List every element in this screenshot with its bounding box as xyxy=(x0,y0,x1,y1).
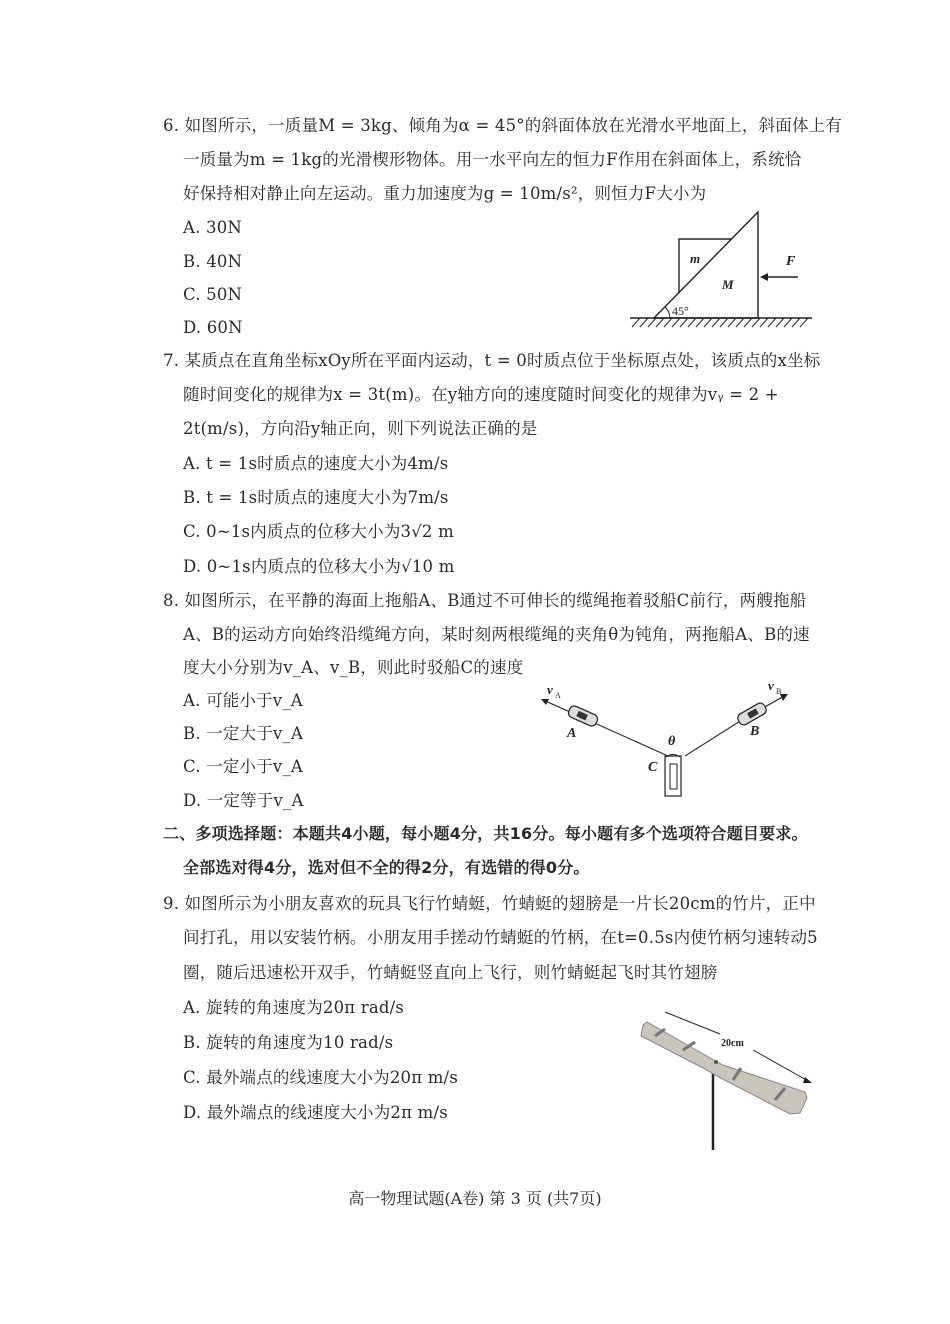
vb-label: v xyxy=(768,678,774,693)
question-text: 2t(m/s)，方向沿y轴正向，则下列说法正确的是 xyxy=(183,419,538,438)
question-text: 随时间变化的规律为x = 3t(m)。在y轴方向的速度随时间变化的规律为vᵧ = 2 + xyxy=(183,385,779,404)
question-text: 度大小分别为v_A、v_B，则此时驳船C的速度 xyxy=(183,658,524,677)
c-label: C xyxy=(648,760,658,775)
question-text: 一质量为m = 1kg的光滑楔形物体。用一水平向左的恒力F作用在斜面体上，系统恰 xyxy=(183,150,802,169)
bamboo-dragonfly-figure xyxy=(625,1010,840,1155)
option-a: A. t = 1s时质点的速度大小为4m/s xyxy=(183,454,449,473)
question-text: 6. 如图所示，一质量M = 3kg、倾角为α = 45°的斜面体放在光滑水平地面上，斜面体上有 xyxy=(163,116,843,135)
F-label: F xyxy=(786,254,796,269)
question-text: 9. 如图所示为小朋友喜欢的玩具飞行竹蜻蜓，竹蜻蜓的翅膀是一片长20cm的竹片，正中 xyxy=(163,894,816,913)
option-a: A. 可能小于v_A xyxy=(183,691,303,710)
va-label: v xyxy=(547,682,553,697)
vb-subscript: B xyxy=(776,687,782,696)
page-footer: 高一物理试题(A卷) 第 3 页 (共7页) xyxy=(348,1189,602,1208)
tugboat-a-icon xyxy=(567,704,599,727)
option-b: B. 40N xyxy=(183,252,243,271)
question-text: 好保持相对静止向左运动。重力加速度为g = 10m/s²，则恒力F大小为 xyxy=(183,184,707,203)
question-text: 8. 如图所示，在平静的海面上拖船A、B通过不可伸长的缆绳拖着驳船C前行，两艘拖船 xyxy=(163,591,807,610)
option-b: B. 一定大于v_A xyxy=(183,724,304,743)
M-label: M xyxy=(722,277,734,292)
angle-label: 45° xyxy=(672,304,689,318)
b-label: B xyxy=(750,724,760,739)
section-instructions: 全部选对得4分，选对但不全的得2分，有选错的得0分。 xyxy=(183,858,590,877)
option-d: D. 一定等于v_A xyxy=(183,791,304,810)
option-c: C. 一定小于v_A xyxy=(183,757,304,776)
option-b: B. t = 1s时质点的速度大小为7m/s xyxy=(183,488,449,507)
theta-label: θ xyxy=(668,734,676,749)
tugboat-b-icon xyxy=(736,701,768,726)
option-c: C. 最外端点的线速度大小为20π m/s xyxy=(183,1068,458,1087)
question-text: 圈，随后迅速松开双手，竹蜻蜓竖直向上飞行，则竹蜻蜓起飞时其竹翅膀 xyxy=(183,963,718,982)
option-b: B. 旋转的角速度为10 rad/s xyxy=(183,1033,394,1052)
question-text: A、B的运动方向始终沿缆绳方向，某时刻两根缆绳的夹角θ为钝角，两拖船A、B的速 xyxy=(183,625,810,644)
option-d: D. 0~1s内质点的位移大小为√10 m xyxy=(183,557,455,576)
va-subscript: A xyxy=(555,691,561,700)
barge-c-icon xyxy=(665,756,681,796)
incline-figure xyxy=(620,205,820,335)
question-text: 间打孔，用以安装竹柄。小朋友用手搓动竹蜻蜓的竹柄，在t=0.5s内使竹柄匀速转动5 xyxy=(183,928,818,947)
section-title: 二、多项选择题：本题共4小题，每小题4分，共16分。每小题有多个选项符合题目要求。 xyxy=(163,824,808,843)
option-a: A. 旋转的角速度为20π rad/s xyxy=(183,998,405,1017)
option-c: C. 0~1s内质点的位移大小为3√2 m xyxy=(183,522,454,541)
option-a: A. 30N xyxy=(183,218,243,237)
a-label: A xyxy=(567,726,577,741)
m-label: m xyxy=(690,251,701,266)
option-d: D. 60N xyxy=(183,318,243,337)
option-d: D. 最外端点的线速度大小为2π m/s xyxy=(183,1103,448,1122)
length-label: 20cm xyxy=(721,1038,744,1049)
wing-icon xyxy=(641,1022,807,1114)
question-text: 7. 某质点在直角坐标xOy所在平面内运动，t = 0时质点位于坐标原点处，该质点的x坐标 xyxy=(163,351,821,370)
option-c: C. 50N xyxy=(183,285,243,304)
tugboat-figure xyxy=(535,678,795,803)
